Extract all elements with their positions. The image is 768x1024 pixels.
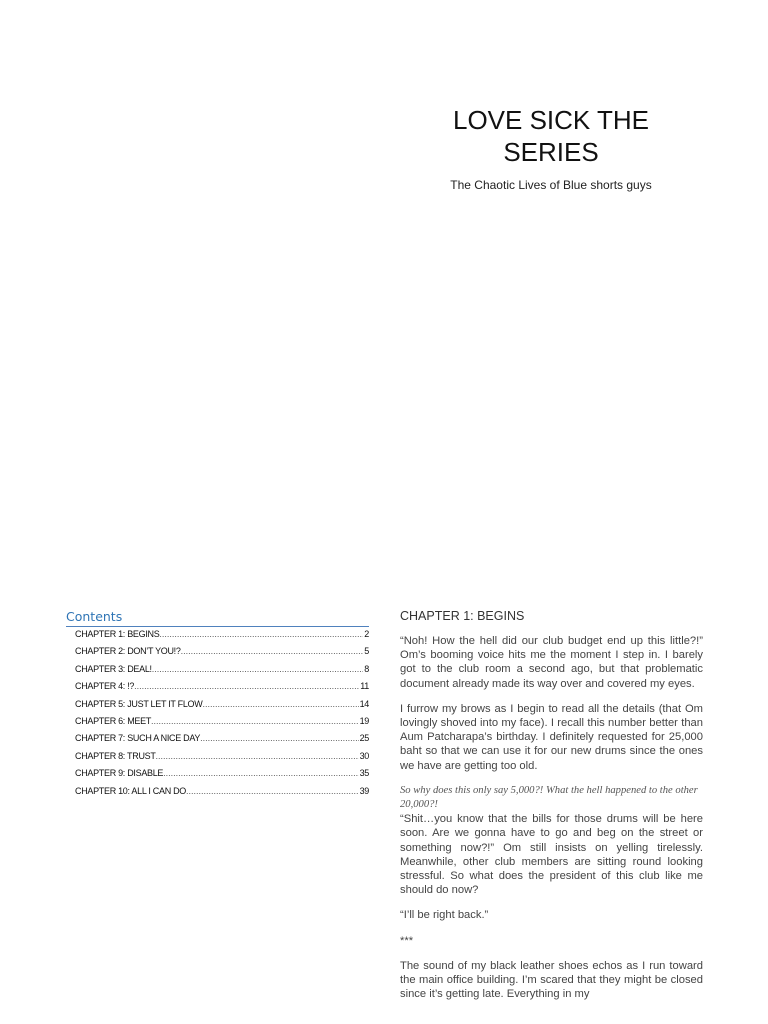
toc-entry-page: 39 xyxy=(359,785,369,796)
toc-entry[interactable] xyxy=(75,768,369,785)
toc-entry[interactable] xyxy=(75,699,369,716)
toc-leader-dots xyxy=(159,629,363,639)
toc-entry-page: 14 xyxy=(359,698,369,709)
chapter-paragraph: “Noh! How the hell did our club budget end up this little?!” Om’s booming voice hits me the moment I step in. I barely got to the club room a second ago, but that problematic document already made its way over and covered my eyes. xyxy=(400,635,703,690)
toc-entry-page: 5 xyxy=(364,646,369,657)
toc-entry[interactable] xyxy=(75,751,369,768)
scene-break: *** xyxy=(400,934,414,947)
book-title-line-1: LOVE SICK THE xyxy=(452,105,650,135)
toc-entry-page: 30 xyxy=(359,750,369,761)
toc-entry[interactable] xyxy=(75,664,369,681)
toc-entry[interactable] xyxy=(75,646,369,663)
toc-heading: Contents xyxy=(66,609,369,627)
toc-leader-dots xyxy=(152,664,364,674)
toc-entry-page: 8 xyxy=(364,663,369,674)
toc-entry[interactable] xyxy=(75,733,369,750)
toc-entry-title: CHAPTER 8: TRUST xyxy=(75,750,156,761)
toc-entry-title: CHAPTER 2: DON’T YOU!? xyxy=(75,646,181,657)
toc-entry-title: CHAPTER 5: JUST LET IT FLOW xyxy=(75,698,203,709)
toc-entry[interactable] xyxy=(75,716,369,733)
toc-entry-page: 25 xyxy=(359,733,369,744)
toc-leader-dots xyxy=(156,751,359,761)
toc-leader-dots xyxy=(181,646,364,656)
toc-entry[interactable] xyxy=(75,681,369,698)
toc-list xyxy=(66,627,369,803)
toc-entry-title: CHAPTER 6: MEET xyxy=(75,715,152,726)
toc-entry-title: CHAPTER 4: !? xyxy=(75,681,135,692)
toc-entry[interactable] xyxy=(75,786,369,803)
toc-entry-title: CHAPTER 10: ALL I CAN DO xyxy=(75,785,187,796)
toc-leader-dots xyxy=(134,681,359,691)
book-subtitle: The Chaotic Lives of Blue shorts guys xyxy=(450,178,652,192)
title-block xyxy=(420,104,682,192)
chapter-heading: CHAPTER 1: BEGINS xyxy=(400,609,525,623)
toc-leader-dots xyxy=(186,786,359,796)
table-of-contents xyxy=(66,609,369,803)
book-title xyxy=(420,104,682,168)
chapter-paragraph: “Shit…you know that the bills for those drums will be here soon. Are we gonna have to go and beg on the street or something now?!” Om still insists on yelling tirelessly. Meanwhile, other club members are sitting round looking stressful. So what does the president of this club like me should do now? xyxy=(400,813,703,897)
toc-entry[interactable] xyxy=(75,629,369,646)
toc-entry-title: CHAPTER 7: SUCH A NICE DAY xyxy=(75,733,201,744)
chapter-paragraph: “I’ll be right back.” xyxy=(400,909,489,922)
toc-entry-page: 2 xyxy=(364,629,369,639)
chapter-italic-thought: So why does this only say 5,000?! What the hell happened to the other 20,000?! xyxy=(400,784,698,811)
toc-leader-dots xyxy=(151,716,359,726)
toc-leader-dots xyxy=(200,733,359,743)
toc-entry-title: CHAPTER 1: BEGINS xyxy=(75,629,160,639)
book-title-line-2: SERIES xyxy=(503,137,599,167)
toc-leader-dots xyxy=(202,699,358,709)
chapter-paragraph: I furrow my brows as I begin to read all the details (that Om lovingly shoved into my face). I recall this number better than Aum Patcharapa’s birthday. I definitely requested for 25,000 baht so that we can use it for our new drums since the ones we have are getting too old. xyxy=(400,702,703,772)
toc-entry-title: CHAPTER 9: DISABLE xyxy=(75,768,164,779)
toc-entry-title: CHAPTER 3: DEAL! xyxy=(75,663,152,674)
toc-entry-page: 35 xyxy=(359,768,369,779)
toc-leader-dots xyxy=(163,768,358,778)
chapter-text xyxy=(400,609,703,1012)
chapter-paragraph: The sound of my black leather shoes echos as I run toward the main office building. I’m scared that they might be closed since it’s getting late. Everything in my xyxy=(400,959,703,1001)
toc-entry-page: 11 xyxy=(360,681,369,692)
toc-entry-page: 19 xyxy=(359,715,369,726)
